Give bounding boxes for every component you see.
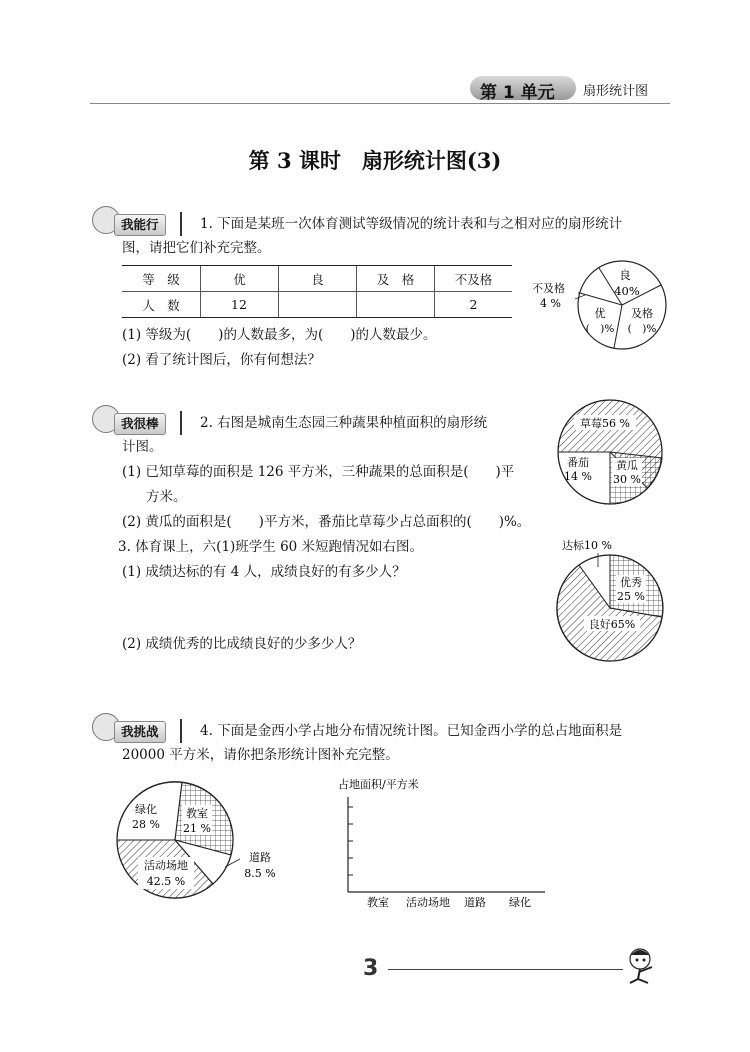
page-number: 3 — [363, 956, 379, 981]
pie-label-youxiu-pct: 25 % — [617, 590, 645, 603]
table-header-cell: 不及格 — [435, 266, 513, 292]
x-category-label: 教室 — [367, 896, 389, 909]
q2-sub2: (2) 黄瓜的面积是( )平方米，番茄比草莓少占总面积的( )%。 — [122, 514, 531, 530]
badge-label: 我能行 — [114, 214, 166, 236]
grade-table — [122, 265, 512, 318]
pie-label-bujige: 不及格 — [532, 282, 565, 295]
q1-pie-chart — [530, 255, 680, 365]
pie-label-huanggua-pct: 30 % — [613, 473, 641, 486]
table-header-cell: 良 — [279, 266, 357, 292]
q2-pie-chart — [550, 392, 670, 512]
pie-label-you-pct: ( )% — [585, 323, 615, 335]
header-divider — [90, 103, 670, 104]
q4-bar-chart — [330, 775, 560, 910]
y-ticks — [348, 807, 353, 875]
table-row — [122, 292, 512, 318]
badge-wo-tiao-zhan — [92, 721, 202, 743]
table-header-cell: 等 级 — [122, 266, 201, 292]
x-category-label: 活动场地 — [406, 896, 450, 909]
pie-label-jiaoshi: 教室 — [186, 807, 208, 820]
q1-sub2: (2) 看了统计图后，你有何想法？ — [122, 352, 321, 368]
q3-sub1: (1) 成绩达标的有 4 人，成绩良好的有多少人？ — [122, 564, 406, 580]
table-header-cell: 及 格 — [357, 266, 435, 292]
table-cell: 12 — [201, 292, 279, 318]
q4-pie-chart — [100, 775, 310, 905]
badge-label: 我挑战 — [114, 721, 166, 743]
badge-divider — [180, 411, 182, 435]
lesson-title: 第 3 课时 扇形统计图(3) — [248, 148, 502, 173]
mascot-footer-icon — [622, 945, 667, 985]
pie-label-huodong: 活动场地 — [144, 859, 188, 872]
table-header-cell: 优 — [201, 266, 279, 292]
pie-label-you: 优 — [594, 307, 606, 320]
pie-label-jiaoshi-pct: 21 % — [183, 822, 211, 835]
badge-wo-hen-bang — [92, 413, 202, 435]
pie-label-huanggua: 黄瓜 — [616, 459, 638, 472]
q4-line2: 20000 平方米，请你把条形统计图补充完整。 — [122, 747, 399, 763]
pie-label-youxiu: 优秀 — [620, 576, 642, 589]
table-cell: 2 — [435, 292, 513, 318]
pie-label-lvhua-pct: 28 % — [132, 818, 160, 831]
q3-line1: 3. 体育课上，六(1)班学生 60 米短跑情况如右图。 — [118, 539, 424, 555]
pie-label-jige-pct: ( )% — [627, 323, 657, 335]
q4-line1: 4. 下面是金西小学占地分布情况统计图。已知金西小学的总占地面积是 — [200, 723, 623, 739]
table-row — [122, 266, 512, 292]
badge-label: 我很棒 — [114, 413, 166, 435]
q1-line1: 1. 下面是某班一次体育测试等级情况的统计表和与之相对应的扇形统计 — [200, 216, 623, 232]
unit-subtitle: 扇形统计图 — [583, 84, 649, 99]
pie-label-daolu: 道路 — [249, 851, 271, 864]
pie-label-jige: 及格 — [631, 307, 653, 320]
badge-divider — [180, 212, 182, 236]
pie-label-fanqie-pct: 14 % — [564, 470, 592, 483]
pie-label-huodong-pct: 42.5 % — [146, 875, 186, 888]
q2-line2: 计图。 — [122, 439, 163, 455]
pie-label-liang: 良 — [619, 268, 631, 282]
pie-label-fanqie: 番茄 — [567, 456, 589, 469]
pie-label-daolu-pct: 8.5 % — [244, 867, 276, 880]
footer-divider — [388, 969, 623, 970]
pie-label-caomei: 草莓56 % — [580, 417, 630, 430]
badge-divider — [180, 719, 182, 743]
pie-label-liang-pct: 40% — [614, 284, 640, 298]
pie-label-lvhua: 绿化 — [135, 803, 157, 816]
unit-label: 第 1 单元 — [480, 83, 555, 103]
table-cell — [279, 292, 357, 318]
x-category-label: 绿化 — [509, 896, 531, 909]
x-category-label: 道路 — [464, 896, 486, 909]
bar-chart-ylabel: 占地面积/平方米 — [338, 778, 419, 791]
q1-line2: 图，请把它们补充完整。 — [122, 240, 271, 256]
q2-sub1b: 方米。 — [146, 489, 187, 505]
q1-sub1: (1) 等级为( )的人数最多，为( )的人数最少。 — [122, 327, 437, 343]
badge-wo-neng-xing — [92, 214, 202, 236]
table-row-label: 人 数 — [122, 292, 201, 318]
pie-label-lianghao: 良好65% — [588, 618, 636, 631]
pie-label-dabiao: 达标10 % — [562, 539, 612, 552]
q2-line1: 2. 右图是城南生态园三种蔬果种植面积的扇形统 — [200, 415, 488, 431]
table-cell — [357, 292, 435, 318]
pie-label-bujige-pct: 4 % — [540, 297, 561, 310]
q3-sub2: (2) 成绩优秀的比成绩良好的少多少人？ — [122, 636, 362, 652]
x-categories — [367, 895, 531, 909]
q3-pie-chart — [548, 535, 678, 665]
q2-sub1a: (1) 已知草莓的面积是 126 平方米，三种蔬果的总面积是( )平 — [122, 464, 515, 480]
